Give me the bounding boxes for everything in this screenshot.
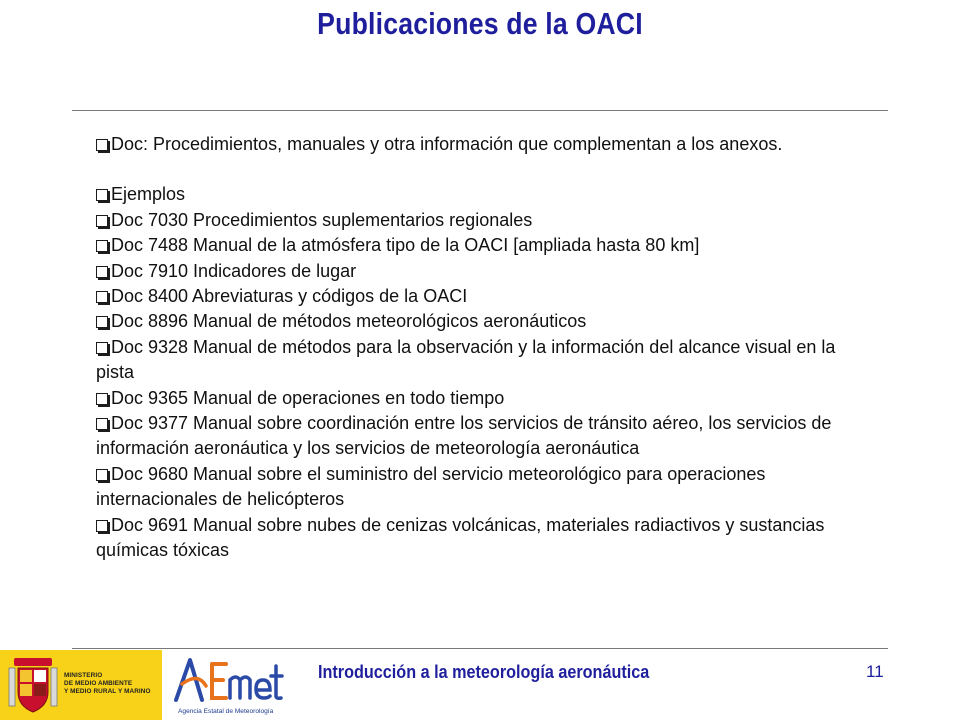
intro-text: Doc: Procedimientos, manuales y otra información que complementan a los anexos. (111, 134, 783, 154)
checkbox-bullet-icon (96, 291, 108, 303)
checkbox-bullet-icon (96, 418, 108, 430)
coat-of-arms-icon (8, 656, 58, 716)
top-divider (72, 110, 888, 111)
intro-bullet (96, 132, 866, 157)
list-item (96, 259, 866, 284)
list-item-text: Doc 9377 Manual sobre coordinación entre los servicios de tránsito aéreo, los servicios de información aeronáutica y los servicios de meteorología aeronáutica (96, 413, 832, 459)
checkbox-bullet-icon (96, 393, 108, 405)
aemet-subtitle: Agencia Estatal de Meteorología (178, 708, 274, 715)
checkbox-bullet-icon (96, 469, 108, 481)
list-item-text: Doc 8400 Abreviaturas y códigos de la OACI (111, 286, 468, 307)
checkbox-bullet-icon (96, 316, 108, 328)
ministry-name: MINISTERIO DE MEDIO AMBIENTE Y MEDIO RURAL Y MARINO (64, 672, 151, 695)
footer-course-title: Introducción a la meteorología aeronáutica (318, 662, 650, 682)
list-item (96, 284, 866, 309)
list-item-text: Doc 7030 Procedimientos suplementarios regionales (111, 209, 533, 230)
aemet-logo (172, 652, 290, 720)
list-item-text: Doc 8896 Manual de métodos meteorológicos aeronáuticos (111, 311, 587, 332)
examples-heading-text: Ejemplos (111, 184, 186, 205)
list-item-text: Doc 9365 Manual de operaciones en todo tiempo (111, 387, 505, 408)
list-item (96, 335, 866, 386)
checkbox-bullet-icon (96, 266, 108, 278)
list-item (96, 309, 866, 334)
list-item (96, 386, 866, 411)
checkbox-bullet-icon (96, 189, 108, 201)
list-item-text: Doc 9328 Manual de métodos para la observación y la información del alcance visual en la pista (96, 336, 836, 383)
list-item (96, 462, 866, 513)
bottom-divider (72, 648, 888, 649)
examples-heading (96, 182, 866, 207)
slide-content (96, 132, 866, 564)
checkbox-bullet-icon (96, 240, 108, 252)
checkbox-bullet-icon (96, 139, 108, 151)
ministry-logo (0, 650, 162, 720)
list-item-text: Doc 9680 Manual sobre el suministro del servicio meteorológico para operaciones internacionales de helicópteros (96, 463, 766, 510)
list-item (96, 513, 866, 564)
slide-title: Publicaciones de la OACI (317, 6, 643, 41)
page-number: 11 (866, 662, 884, 681)
list-item-text: Doc 7910 Indicadores de lugar (111, 260, 357, 281)
aemet-wordmark-icon (172, 652, 290, 706)
list-item-text: Doc 7488 Manual de la atmósfera tipo de la OACI [ampliada hasta 80 km] (111, 235, 700, 256)
list-item (96, 233, 866, 258)
checkbox-bullet-icon (96, 215, 108, 227)
list-item (96, 208, 866, 233)
checkbox-bullet-icon (96, 342, 108, 354)
list-item (96, 411, 866, 462)
list-item-text: Doc 9691 Manual sobre nubes de cenizas volcánicas, materiales radiactivos y sustancias químicas tóxicas (96, 514, 825, 561)
checkbox-bullet-icon (96, 520, 108, 532)
